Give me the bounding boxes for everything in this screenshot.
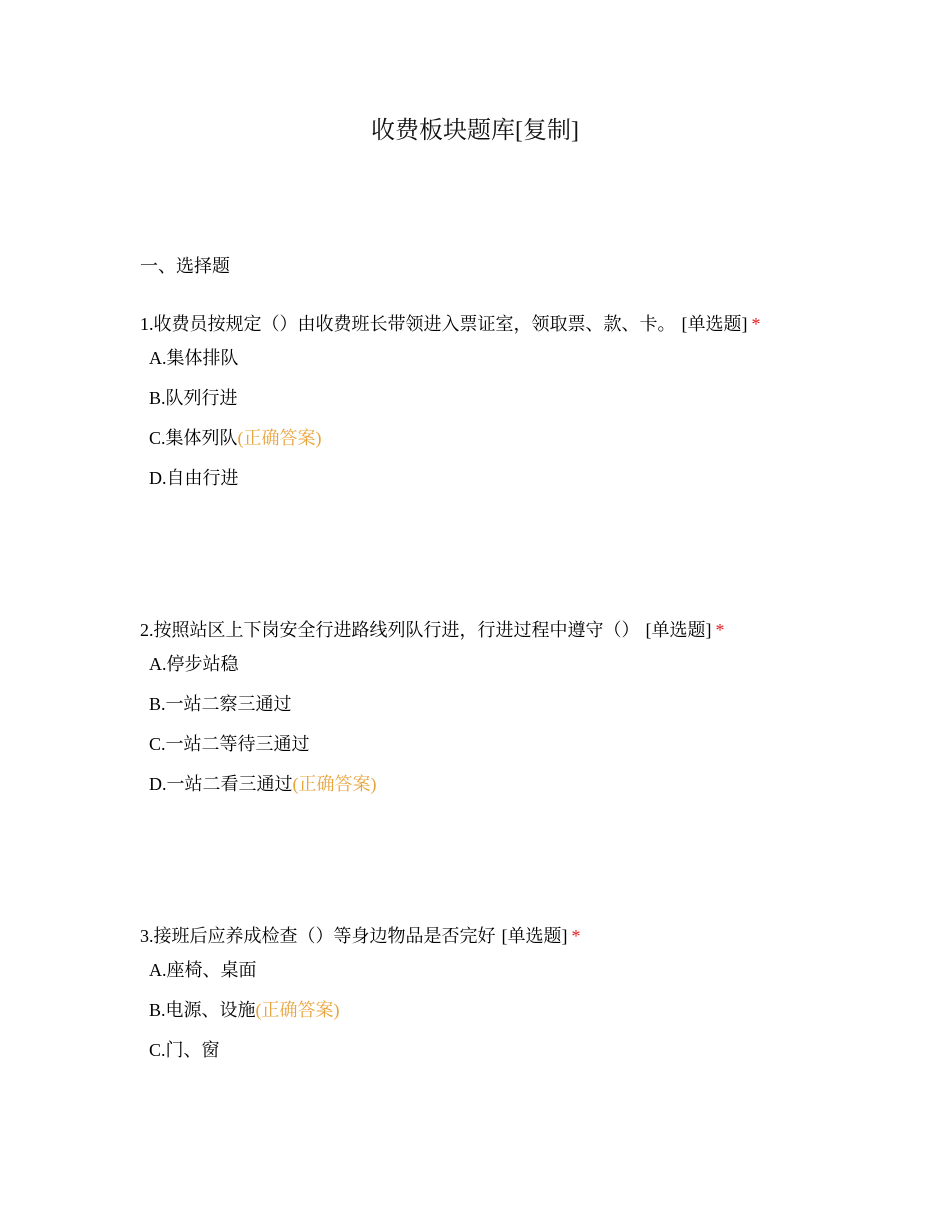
required-marker: * bbox=[751, 314, 761, 334]
question-1 bbox=[140, 312, 761, 506]
option-d: D.一站二看三通过(正确答案) bbox=[149, 774, 377, 794]
page-title: 收费板块题库[复制] bbox=[371, 118, 579, 144]
required-marker: * bbox=[715, 620, 725, 640]
question-stem bbox=[140, 312, 761, 336]
question-type: [单选题] bbox=[681, 314, 748, 334]
question-type: [单选题] bbox=[645, 620, 712, 640]
option-c: C.集体列队(正确答案) bbox=[149, 428, 322, 448]
option-b: B.队列行进 bbox=[149, 388, 238, 408]
question-2 bbox=[140, 618, 725, 812]
section-heading: 一、选择题 bbox=[140, 256, 230, 276]
correct-answer-label: (正确答案) bbox=[237, 428, 322, 448]
option-a: A.停步站稳 bbox=[149, 654, 239, 674]
options-list bbox=[149, 958, 581, 1078]
option-b: B.一站二察三通过 bbox=[149, 694, 292, 714]
option-c: C.一站二等待三通过 bbox=[149, 734, 310, 754]
option-b: B.电源、设施(正确答案) bbox=[149, 1000, 340, 1020]
correct-answer-label: (正确答案) bbox=[255, 1000, 340, 1020]
question-3 bbox=[140, 924, 581, 1078]
option-a: A.集体排队 bbox=[149, 348, 239, 368]
question-text: 3.接班后应养成检查（）等身边物品是否完好 bbox=[140, 926, 496, 946]
question-stem bbox=[140, 924, 581, 948]
question-stem bbox=[140, 618, 725, 642]
option-c: C.门、窗 bbox=[149, 1040, 220, 1060]
option-a: A.座椅、桌面 bbox=[149, 960, 257, 980]
required-marker: * bbox=[571, 926, 581, 946]
option-d: D.自由行进 bbox=[149, 468, 239, 488]
question-type: [单选题] bbox=[501, 926, 568, 946]
options-list bbox=[149, 652, 725, 812]
correct-answer-label: (正确答案) bbox=[292, 774, 377, 794]
options-list bbox=[149, 346, 761, 506]
question-text: 2.按照站区上下岗安全行进路线列队行进，行进过程中遵守（） bbox=[140, 620, 640, 640]
question-text: 1.收费员按规定（）由收费班长带领进入票证室，领取票、款、卡。 bbox=[140, 314, 676, 334]
